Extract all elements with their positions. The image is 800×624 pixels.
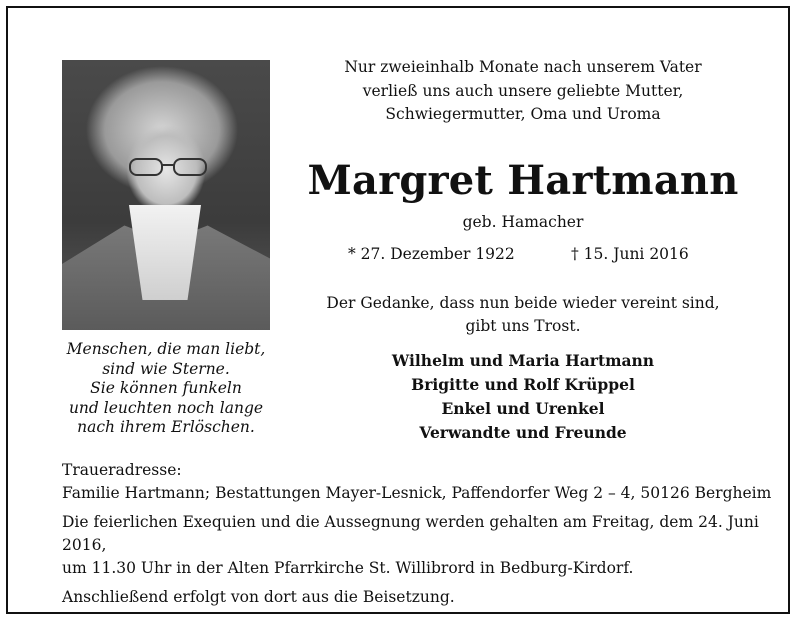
intro-text: Nur zweieinhalb Monate nach unserem Vater verließ uns auch unsere geliebte Mutter, Schwiegermutter, Oma und Uroma xyxy=(344,58,702,123)
consolation-text: Der Gedanke, dass nun beide wieder vereint sind, gibt uns Trost. xyxy=(326,294,720,335)
mourner-item: Wilhelm und Maria Hartmann xyxy=(391,351,655,370)
mourner-item: Enkel und Urenkel xyxy=(441,399,605,418)
address-label: Traueradresse: xyxy=(62,461,182,479)
deceased-name: Margret Hartmann xyxy=(307,157,739,204)
mourning-address: Familie Hartmann; Bestattungen Mayer-Lesnick, Paffendorfer Weg 2 – 4, 50126 Bergheim xyxy=(62,484,772,502)
funeral-details xyxy=(62,459,772,609)
portrait-photo xyxy=(62,60,270,330)
mourner-item: Brigitte und Rolf Krüppel xyxy=(411,375,635,394)
mourner-item: Verwandte und Freunde xyxy=(419,423,627,442)
glasses-icon xyxy=(128,156,208,178)
service-line-1: Die feierlichen Exequien und die Aussegnung werden gehalten am Freitag, dem 24. Juni 2016, xyxy=(62,513,759,554)
mourners-list xyxy=(348,349,698,445)
maiden-name: geb. Hamacher xyxy=(462,213,584,231)
death-date: † 15. Juni 2016 xyxy=(571,245,689,263)
memorial-quote: Menschen, die man liebt, sind wie Sterne. Sie können funkeln und leuchten noch lange nach ihrem Erlöschen. xyxy=(66,340,266,436)
obituary-card xyxy=(6,6,790,614)
burial-note: Anschließend erfolgt von dort aus die Beisetzung. xyxy=(62,588,455,606)
service-line-2: um 11.30 Uhr in der Alten Pfarrkirche St. Willibrord in Bedburg-Kirdorf. xyxy=(62,559,634,577)
birth-date: * 27. Dezember 1922 xyxy=(348,245,515,263)
